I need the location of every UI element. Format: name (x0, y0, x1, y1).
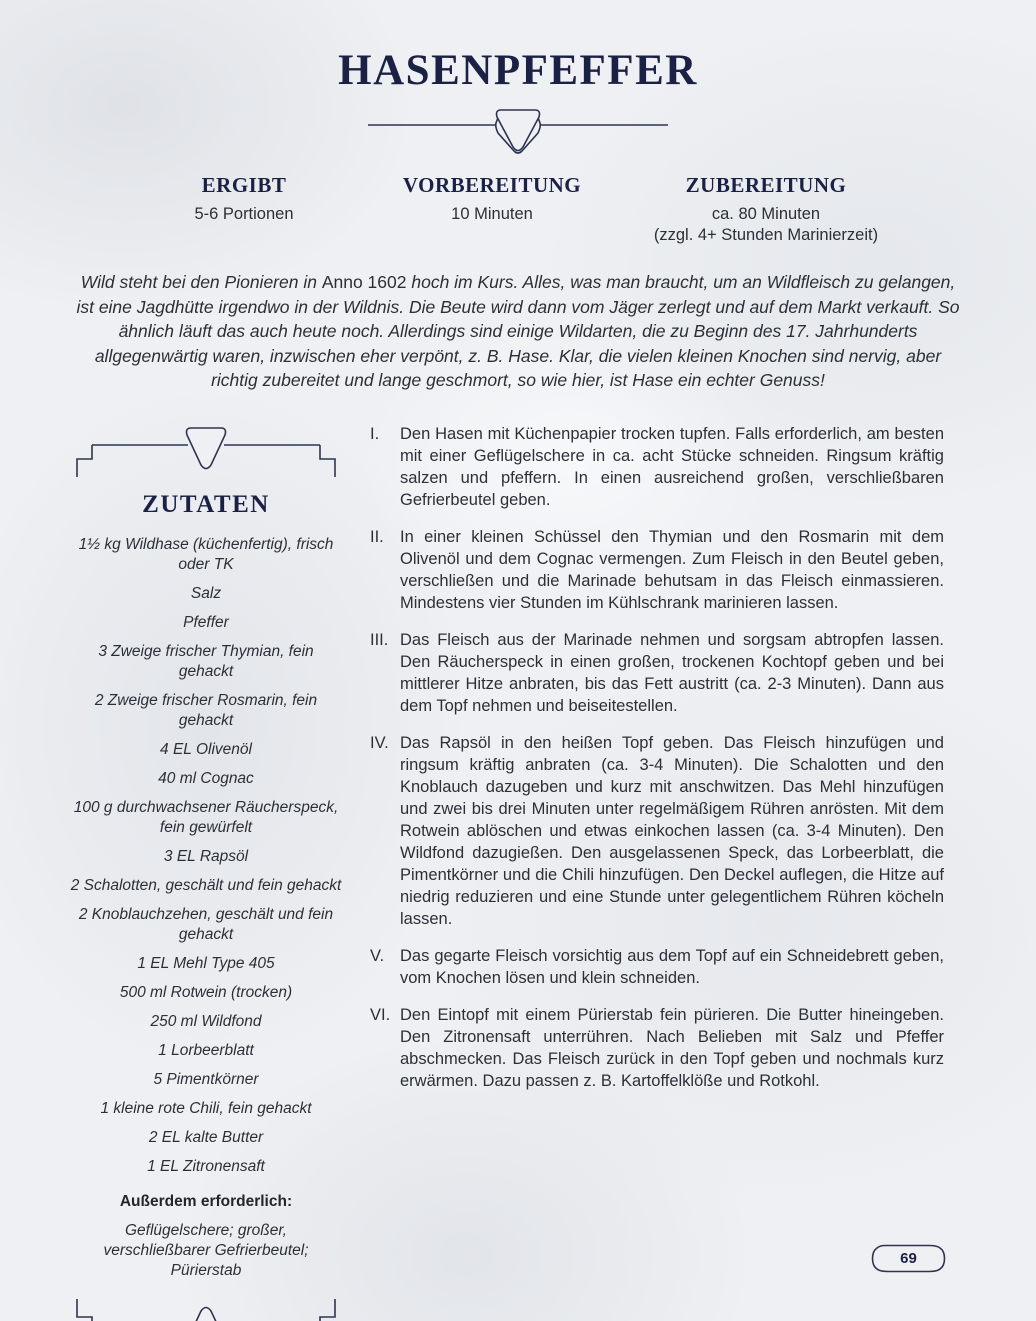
ingredient-item: 3 Zweige frischer Thymian, fein gehackt (98, 642, 314, 680)
intro-part1: Wild steht bei den Pionieren in (80, 272, 322, 292)
page-title: HASENPFEFFER (338, 47, 698, 94)
ingredient-item: 1 EL Zitronensaft (147, 1157, 265, 1175)
ingredient-item: 4 EL Olivenöl (160, 740, 252, 758)
intro-paragraph (76, 270, 960, 393)
ingredient-item: Pfeffer (183, 613, 229, 631)
ingredient-item: 2 Knoblauchzehen, geschält und fein gehackt (78, 905, 334, 943)
page-number: 69 (900, 1250, 917, 1267)
step-number: II. (370, 527, 384, 546)
page-header (0, 0, 1036, 155)
meta-cook (616, 173, 916, 246)
step-item (370, 945, 944, 989)
instructions-panel (370, 423, 944, 1321)
step-item (370, 629, 944, 717)
title-divider-ornament-icon (368, 107, 668, 155)
ingredient-item: 5 Pimentkörner (153, 1070, 259, 1088)
meta-cook-time: ca. 80 Minuten (711, 205, 821, 223)
step-text: In einer kleinen Schüssel den Thymian und den Rosmarin mit dem Olivenöl und dem Cognac vermengen. Zum Fleisch in den Beutel geben, verschließen und die Marinade behutsam in das Fleisch einmassieren. Mindestens vier Stunden im Kühlschrank marinieren lassen. (400, 527, 944, 612)
meta-prep-label: VORBEREITUNG (402, 173, 582, 197)
ingredients-title: ZUTATEN (142, 490, 270, 518)
meta-cook-note: (zzgl. 4+ Stunden Marinierzeit) (653, 226, 879, 244)
page-number-badge (871, 1244, 946, 1273)
meta-yield-label: ERGIBT (201, 173, 287, 197)
step-item (370, 423, 944, 511)
step-text: Das Fleisch aus der Marinade nehmen und sorgsam abtropfen lassen. Den Räucherspeck in einen großen, trockenen Kochtopf geben und bei mittlerer Hitze anbraten, bis das Fett austritt (ca. 2-3 Minuten). Dann aus dem Topf nehmen und beiseitestellen. (400, 630, 944, 715)
intro-part2: hoch im Kurs. Alles, was man braucht, um an Wildfleisch zu gelangen, ist eine Jagdhütte irgendwo in der Wildnis. Die Beute wird dann vom Jäger zerlegt und auf dem Markt verkauft. So ähnlich läuft das auch heute noch. Allerdings sind einige Wildarten, die zu Beginn des 17. Jahrhunderts allgegenwärtig waren, inzwischen eher verpönt, z. B. Hase. Klar, die vielen kleinen Knochen sind nervig, aber richtig zubereitet und lange geschmort, so wie hier, ist Hase ein echter Genuss! (76, 272, 960, 390)
step-text: Den Hasen mit Küchenpapier trocken tupfen. Falls erforderlich, am besten mit einer Geflügelschere in ca. acht Stücke schneiden. Ringsum kräftig salzen und pfeffern. In einen ausreichend großen, verschließbaren Gefrierbeutel geben. (400, 424, 944, 509)
step-number: IV. (370, 733, 389, 752)
ingredient-item: 2 Zweige frischer Rosmarin, fein gehackt (94, 691, 318, 729)
ingredient-list (70, 535, 342, 1177)
step-item (370, 732, 944, 930)
step-number: I. (370, 424, 380, 443)
step-number: V. (370, 946, 385, 965)
bracket-bottom-ornament-icon (70, 1295, 342, 1321)
ingredient-item: 250 ml Wildfond (150, 1012, 262, 1030)
step-text: Den Eintopf mit einem Pürierstab fein pürieren. Die Butter hineingeben. Den Zitronensaft unterrühren. Nach Belieben mit Salz und Pfeffer abschmecken. Das Fleisch zurück in den Topf geben und nochmals kurz erwärmen. Dazu passen z. B. Kartoffelklöße und Rotkohl. (400, 1005, 944, 1090)
meta-prep-value: 10 Minuten (451, 205, 533, 223)
step-item (370, 526, 944, 614)
meta-yield (120, 173, 368, 246)
extra-equipment-text: Geflügelschere; großer, verschließbarer Gefrierbeutel; Pürierstab (103, 1221, 309, 1279)
ingredient-item: Salz (190, 584, 222, 602)
intro-brand-name: Anno 1602 (321, 272, 407, 292)
ingredient-item: 2 EL kalte Butter (148, 1128, 264, 1146)
ingredient-item: 100 g durchwachsener Räucherspeck, fein gewürfelt (73, 798, 339, 836)
ingredients-panel (70, 423, 342, 1321)
ingredient-item: 2 Schalotten, geschält und fein gehackt (70, 876, 342, 894)
meta-prep (368, 173, 616, 246)
meta-yield-value: 5-6 Portionen (194, 205, 294, 223)
step-list (370, 423, 944, 1092)
recipe-meta (0, 173, 1036, 246)
step-text: Das gegarte Fleisch vorsichtig aus dem Topf auf ein Schneidebrett geben, vom Knochen lösen und klein schneiden. (400, 946, 944, 987)
meta-cook-value (616, 204, 916, 246)
step-text: Das Rapsöl in den heißen Topf geben. Das Fleisch hinzufügen und ringsum kräftig anbraten (ca. 3-4 Minuten). Die Schalotten und den Knoblauch dazugeben und kurz mit anschwitzen. Das Mehl hinzufügen und zwei bis drei Minuten unter regelmäßigem Rühren anrösten. Mit dem Rotwein ablöschen und etwas einkochen lassen (ca. 3-4 Minuten). Den Wildfond dazugießen. Den ausgelassenen Speck, das Lorbeerblatt, die Pimentkörner und die Chili hinzufügen. Den Deckel auflegen, die Hitze auf niedrig reduzieren und eine Stunde unter gelegentlichem Rühren köcheln lassen. (400, 733, 944, 928)
ingredient-item: 3 EL Rapsöl (163, 847, 249, 865)
meta-cook-label: ZUBEREITUNG (685, 173, 847, 197)
ingredient-item: 500 ml Rotwein (trocken) (119, 983, 293, 1001)
ingredient-item: 1 EL Mehl Type 405 (137, 954, 275, 972)
step-number: III. (370, 630, 389, 649)
ingredient-item: 1 Lorbeerblatt (158, 1041, 254, 1059)
ingredient-item: 1 kleine rote Chili, fein gehackt (100, 1099, 312, 1117)
main-content (0, 423, 1036, 1321)
bracket-top-ornament-icon (70, 423, 342, 481)
ingredient-item: 1½ kg Wildhase (küchenfertig), frisch oder TK (78, 535, 334, 573)
extra-equipment-title: Außerdem erforderlich: (119, 1192, 293, 1210)
step-number: VI. (370, 1005, 391, 1024)
ingredient-item: 40 ml Cognac (158, 769, 254, 787)
step-item (370, 1004, 944, 1092)
